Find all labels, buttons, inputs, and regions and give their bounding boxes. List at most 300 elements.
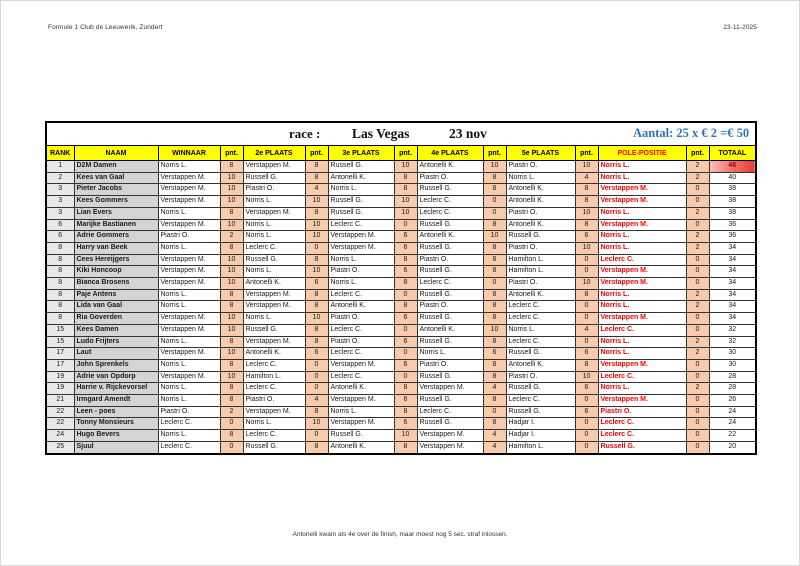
points-cell: 10 <box>220 172 243 184</box>
points-cell: 10 <box>220 254 243 266</box>
points-cell: 0 <box>686 313 709 325</box>
print-date: 23-11-2025 <box>723 24 757 31</box>
total-cell: 32 <box>709 324 756 336</box>
pick-winner-cell: Leclerc C. <box>158 441 220 453</box>
pick-4th-cell: Russell G. <box>417 219 483 231</box>
total-cell: 34 <box>709 313 756 325</box>
pick-2nd-cell: Hamilton L. <box>243 371 305 383</box>
rank-cell: 8 <box>46 278 74 290</box>
pick-2nd-cell: Piastri O. <box>243 184 305 196</box>
pick-5th-cell: Norris L. <box>506 324 575 336</box>
column-header-3e-plaats: 3e PLAATS <box>328 146 394 161</box>
column-header-row <box>46 146 756 161</box>
pick-5th-cell: Antonelli K. <box>506 184 575 196</box>
pick-winner-cell: Piastri O. <box>158 231 220 243</box>
name-cell: Harry van Beek <box>74 242 158 254</box>
rank-cell: 22 <box>46 406 74 418</box>
points-cell: 0 <box>686 441 709 453</box>
points-cell: 0 <box>305 359 328 371</box>
name-cell: Kees Damen <box>74 324 158 336</box>
pick-2nd-cell: Piastri O. <box>243 395 305 407</box>
pick-3rd-cell: Russell G. <box>328 430 394 442</box>
pole-pick-cell: Verstappen M. <box>598 395 686 407</box>
points-cell: 0 <box>575 395 598 407</box>
total-cell: 24 <box>709 406 756 418</box>
points-cell: 8 <box>575 196 598 208</box>
points-cell: 0 <box>686 278 709 290</box>
pick-3rd-cell: Norris L. <box>328 254 394 266</box>
pick-winner-cell: Verstappen M. <box>158 266 220 278</box>
points-cell: 10 <box>575 242 598 254</box>
pole-pick-cell: Norris L. <box>598 207 686 219</box>
points-cell: 10 <box>394 196 417 208</box>
table-row <box>46 161 756 173</box>
points-cell: 10 <box>220 184 243 196</box>
pole-pick-cell: Leclerc C. <box>598 324 686 336</box>
pick-2nd-cell: Russell G. <box>243 254 305 266</box>
points-cell: 0 <box>575 254 598 266</box>
name-cell: Pieter Jacobs <box>74 184 158 196</box>
points-cell: 4 <box>305 395 328 407</box>
points-cell: 0 <box>483 196 506 208</box>
total-cell: 34 <box>709 301 756 313</box>
points-cell: 6 <box>575 406 598 418</box>
pick-5th-cell: Antonelli K. <box>506 219 575 231</box>
pick-3rd-cell: Leclerc C. <box>328 324 394 336</box>
pick-3rd-cell: Norris L. <box>328 184 394 196</box>
points-cell: 4 <box>483 441 506 453</box>
points-cell: 8 <box>220 301 243 313</box>
pick-5th-cell: Norris L. <box>506 172 575 184</box>
name-cell: Kees van Gaal <box>74 172 158 184</box>
points-cell: 8 <box>483 359 506 371</box>
pick-2nd-cell: Verstappen M. <box>243 406 305 418</box>
rank-cell: 6 <box>46 219 74 231</box>
race-label: race : <box>289 126 321 141</box>
points-cell: 8 <box>305 406 328 418</box>
total-cell: 22 <box>709 430 756 442</box>
points-cell: 8 <box>483 371 506 383</box>
points-cell: 0 <box>575 313 598 325</box>
name-cell: Ludo Frijters <box>74 336 158 348</box>
points-cell: 2 <box>686 172 709 184</box>
table-row <box>46 242 756 254</box>
pick-5th-cell: Piastri O. <box>506 207 575 219</box>
points-cell: 0 <box>305 242 328 254</box>
points-cell: 4 <box>305 184 328 196</box>
name-cell: John Sprenkels <box>74 359 158 371</box>
table-row <box>46 207 756 219</box>
points-cell: 0 <box>483 278 506 290</box>
pick-3rd-cell: Verstappen M. <box>328 242 394 254</box>
points-cell: 8 <box>483 313 506 325</box>
points-cell: 8 <box>575 359 598 371</box>
points-cell: 8 <box>575 289 598 301</box>
pick-5th-cell: Hamilton L. <box>506 266 575 278</box>
entry-fee-summary: Aantal: 25 x € 2 =€ 50 <box>632 126 750 140</box>
pick-winner-cell: Norris L. <box>158 336 220 348</box>
rank-cell: 22 <box>46 418 74 430</box>
name-cell: Adrie van Opdorp <box>74 371 158 383</box>
pick-4th-cell: Antonelli K. <box>417 161 483 173</box>
rank-cell: 8 <box>46 266 74 278</box>
points-cell: 8 <box>305 161 328 173</box>
points-cell: 10 <box>220 266 243 278</box>
pole-pick-cell: Russell G. <box>598 441 686 453</box>
pick-winner-cell: Verstappen M. <box>158 172 220 184</box>
pick-4th-cell: Norris L. <box>417 348 483 360</box>
total-cell: 30 <box>709 359 756 371</box>
name-cell: Ria Goverden <box>74 313 158 325</box>
pick-3rd-cell: Leclerc C. <box>328 219 394 231</box>
pick-2nd-cell: Norris L. <box>243 313 305 325</box>
points-cell: 2 <box>686 207 709 219</box>
points-cell: 10 <box>483 231 506 243</box>
pick-4th-cell: Piastri O. <box>417 359 483 371</box>
pick-2nd-cell: Verstappen M. <box>243 336 305 348</box>
race-name: Las Vegas <box>352 126 410 141</box>
pick-winner-cell: Norris L. <box>158 383 220 395</box>
pick-4th-cell: Russell G. <box>417 184 483 196</box>
table-row <box>46 359 756 371</box>
pick-2nd-cell: Leclerc C. <box>243 359 305 371</box>
pick-2nd-cell: Russell G. <box>243 172 305 184</box>
total-cell: 24 <box>709 418 756 430</box>
pick-5th-cell: Russell G. <box>506 406 575 418</box>
points-cell: 10 <box>305 313 328 325</box>
total-cell: 38 <box>709 184 756 196</box>
points-cell: 10 <box>305 196 328 208</box>
points-cell: 6 <box>575 231 598 243</box>
pole-pick-cell: Verstappen M. <box>598 196 686 208</box>
table-row <box>46 266 756 278</box>
pick-4th-cell: Leclerc C. <box>417 278 483 290</box>
points-cell: 8 <box>575 184 598 196</box>
pick-2nd-cell: Norris L. <box>243 266 305 278</box>
points-cell: 10 <box>305 231 328 243</box>
rank-cell: 25 <box>46 441 74 453</box>
points-cell: 4 <box>483 430 506 442</box>
title-row <box>46 122 756 146</box>
total-cell: 38 <box>709 207 756 219</box>
points-cell: 6 <box>394 231 417 243</box>
name-cell: Sjuul <box>74 441 158 453</box>
pick-winner-cell: Verstappen M. <box>158 184 220 196</box>
pole-pick-cell: Verstappen M. <box>598 313 686 325</box>
table-row <box>46 383 756 395</box>
points-cell: 6 <box>394 395 417 407</box>
points-cell: 8 <box>483 301 506 313</box>
points-cell: 10 <box>575 371 598 383</box>
pole-pick-cell: Norris L. <box>598 336 686 348</box>
points-cell: 0 <box>575 418 598 430</box>
column-header-pnt-: pnt. <box>575 146 598 161</box>
points-cell: 8 <box>220 359 243 371</box>
pick-winner-cell: Norris L. <box>158 359 220 371</box>
rank-cell: 17 <box>46 348 74 360</box>
pick-winner-cell: Piastri O. <box>158 406 220 418</box>
pole-pick-cell: Norris L. <box>598 172 686 184</box>
name-cell: Harrie v. Rijckevorsel <box>74 383 158 395</box>
column-header-totaal: TOTAAL <box>709 146 756 161</box>
column-header-pnt-: pnt. <box>394 146 417 161</box>
points-cell: 0 <box>575 430 598 442</box>
total-cell: 40 <box>709 172 756 184</box>
name-cell: Paje Antens <box>74 289 158 301</box>
table-row <box>46 184 756 196</box>
points-cell: 0 <box>686 406 709 418</box>
points-cell: 0 <box>686 395 709 407</box>
pick-winner-cell: Norris L. <box>158 395 220 407</box>
pick-3rd-cell: Verstappen M. <box>328 418 394 430</box>
points-cell: 8 <box>483 289 506 301</box>
table-row <box>46 395 756 407</box>
points-cell: 4 <box>575 172 598 184</box>
pick-4th-cell: Russell G. <box>417 395 483 407</box>
points-cell: 0 <box>686 254 709 266</box>
pole-pick-cell: Verstappen M. <box>598 278 686 290</box>
points-cell: 10 <box>483 161 506 173</box>
table-row <box>46 196 756 208</box>
points-cell: 0 <box>575 336 598 348</box>
table-row <box>46 324 756 336</box>
pick-2nd-cell: Leclerc C. <box>243 383 305 395</box>
pole-pick-cell: Norris L. <box>598 383 686 395</box>
pick-3rd-cell: Norris L. <box>328 278 394 290</box>
pick-5th-cell: Hadjar I. <box>506 418 575 430</box>
pick-3rd-cell: Piastri O. <box>328 336 394 348</box>
rank-cell: 21 <box>46 395 74 407</box>
pick-5th-cell: Hadjar I. <box>506 430 575 442</box>
pick-2nd-cell: Leclerc C. <box>243 430 305 442</box>
points-cell: 2 <box>686 231 709 243</box>
table-row <box>46 231 756 243</box>
pick-3rd-cell: Russell G. <box>328 161 394 173</box>
points-cell: 0 <box>394 348 417 360</box>
points-cell: 8 <box>305 207 328 219</box>
points-cell: 0 <box>686 196 709 208</box>
pick-2nd-cell: Russell G. <box>243 324 305 336</box>
points-cell: 2 <box>686 242 709 254</box>
pick-4th-cell: Antonelli K. <box>417 324 483 336</box>
pole-pick-cell: Leclerc C. <box>598 418 686 430</box>
name-cell: Irmgard Amendt <box>74 395 158 407</box>
points-cell: 10 <box>220 348 243 360</box>
points-cell: 0 <box>394 324 417 336</box>
pick-4th-cell: Russell G. <box>417 289 483 301</box>
table-row <box>46 406 756 418</box>
pick-3rd-cell: Antonelli K. <box>328 441 394 453</box>
points-cell: 10 <box>305 418 328 430</box>
points-cell: 0 <box>686 359 709 371</box>
points-cell: 8 <box>483 254 506 266</box>
points-cell: 8 <box>483 418 506 430</box>
column-header-4e-plaats: 4e PLAATS <box>417 146 483 161</box>
pick-3rd-cell: Leclerc C. <box>328 371 394 383</box>
name-cell: Bianca Brosens <box>74 278 158 290</box>
total-cell: 28 <box>709 371 756 383</box>
rank-cell: 17 <box>46 359 74 371</box>
rank-cell: 8 <box>46 289 74 301</box>
rank-cell: 19 <box>46 371 74 383</box>
pole-pick-cell: Verstappen M. <box>598 219 686 231</box>
pick-3rd-cell: Russell G. <box>328 196 394 208</box>
rank-cell: 3 <box>46 207 74 219</box>
points-cell: 0 <box>575 441 598 453</box>
points-cell: 8 <box>305 336 328 348</box>
pick-5th-cell: Russell G. <box>506 231 575 243</box>
points-cell: 6 <box>305 278 328 290</box>
table-row <box>46 348 756 360</box>
pick-winner-cell: Verstappen M. <box>158 278 220 290</box>
points-cell: 10 <box>394 430 417 442</box>
points-cell: 10 <box>575 161 598 173</box>
pick-winner-cell: Verstappen M. <box>158 196 220 208</box>
points-cell: 10 <box>220 371 243 383</box>
pick-4th-cell: Russell G. <box>417 418 483 430</box>
rank-cell: 3 <box>46 184 74 196</box>
race-results-table <box>45 121 757 455</box>
points-cell: 10 <box>483 324 506 336</box>
points-cell: 8 <box>483 336 506 348</box>
pick-3rd-cell: Verstappen M. <box>328 359 394 371</box>
pick-winner-cell: Verstappen M. <box>158 313 220 325</box>
column-header-winnaar: WINNAAR <box>158 146 220 161</box>
total-cell: 30 <box>709 348 756 360</box>
points-cell: 10 <box>220 313 243 325</box>
pick-winner-cell: Verstappen M. <box>158 348 220 360</box>
pole-pick-cell: Norris L. <box>598 231 686 243</box>
pick-4th-cell: Russell G. <box>417 371 483 383</box>
rank-cell: 6 <box>46 231 74 243</box>
points-cell: 10 <box>575 278 598 290</box>
points-cell: 0 <box>575 301 598 313</box>
table-row <box>46 336 756 348</box>
total-cell: 34 <box>709 242 756 254</box>
table-row <box>46 219 756 231</box>
points-cell: 8 <box>394 383 417 395</box>
points-cell: 6 <box>305 348 328 360</box>
points-cell: 8 <box>483 219 506 231</box>
pole-pick-cell: Norris L. <box>598 348 686 360</box>
pick-4th-cell: Leclerc C. <box>417 196 483 208</box>
total-cell: 32 <box>709 336 756 348</box>
pick-winner-cell: Norris L. <box>158 207 220 219</box>
column-header-2e-plaats: 2e PLAATS <box>243 146 305 161</box>
pole-pick-cell: Leclerc C. <box>598 254 686 266</box>
points-cell: 8 <box>394 254 417 266</box>
pick-4th-cell: Russell G. <box>417 336 483 348</box>
pick-winner-cell: Norris L. <box>158 161 220 173</box>
pick-winner-cell: Leclerc C. <box>158 418 220 430</box>
rank-cell: 19 <box>46 383 74 395</box>
points-cell: 8 <box>220 336 243 348</box>
points-cell: 2 <box>686 348 709 360</box>
pick-4th-cell: Antonelli K. <box>417 231 483 243</box>
points-cell: 10 <box>220 324 243 336</box>
pick-5th-cell: Antonelli K. <box>506 289 575 301</box>
points-cell: 8 <box>305 441 328 453</box>
rank-cell: 2 <box>46 172 74 184</box>
points-cell: 6 <box>394 266 417 278</box>
pick-2nd-cell: Russell G. <box>243 441 305 453</box>
points-cell: 8 <box>483 266 506 278</box>
points-cell: 2 <box>220 406 243 418</box>
pick-5th-cell: Antonelli K. <box>506 196 575 208</box>
points-cell: 10 <box>220 196 243 208</box>
points-cell: 6 <box>394 242 417 254</box>
pick-5th-cell: Piastri O. <box>506 242 575 254</box>
total-cell: 34 <box>709 289 756 301</box>
pole-pick-cell: Verstappen M. <box>598 266 686 278</box>
points-cell: 0 <box>686 371 709 383</box>
pick-5th-cell: Piastri O. <box>506 278 575 290</box>
table-row <box>46 172 756 184</box>
pick-5th-cell: Hamilton L. <box>506 441 575 453</box>
points-cell: 0 <box>220 441 243 453</box>
pick-2nd-cell: Verstappen M. <box>243 289 305 301</box>
table-row <box>46 371 756 383</box>
pick-winner-cell: Norris L. <box>158 289 220 301</box>
name-cell: Leen - poes <box>74 406 158 418</box>
points-cell: 8 <box>305 324 328 336</box>
rank-cell: 1 <box>46 161 74 173</box>
points-cell: 0 <box>483 406 506 418</box>
pole-pick-cell: Leclerc C. <box>598 371 686 383</box>
table-row <box>46 313 756 325</box>
points-cell: 2 <box>686 383 709 395</box>
pick-4th-cell: Russell G. <box>417 242 483 254</box>
points-cell: 8 <box>483 242 506 254</box>
points-cell: 10 <box>305 219 328 231</box>
points-cell: 8 <box>220 395 243 407</box>
table-row <box>46 418 756 430</box>
total-cell: 34 <box>709 278 756 290</box>
points-cell: 0 <box>686 184 709 196</box>
pick-2nd-cell: Antonelli K. <box>243 278 305 290</box>
pick-5th-cell: Hamilton L. <box>506 254 575 266</box>
points-cell: 8 <box>305 289 328 301</box>
points-cell: 8 <box>220 383 243 395</box>
column-header-rank: RANK <box>46 146 74 161</box>
rank-cell: 15 <box>46 336 74 348</box>
pick-4th-cell: Verstappen M. <box>417 383 483 395</box>
pick-5th-cell: Russell G. <box>506 383 575 395</box>
points-cell: 0 <box>394 289 417 301</box>
page-header <box>48 24 757 31</box>
pick-2nd-cell: Verstappen M. <box>243 161 305 173</box>
rank-cell: 24 <box>46 430 74 442</box>
pick-4th-cell: Russell G. <box>417 266 483 278</box>
points-cell: 6 <box>575 383 598 395</box>
pick-3rd-cell: Antonelli K. <box>328 172 394 184</box>
points-cell: 8 <box>220 242 243 254</box>
title-cell <box>46 122 756 146</box>
points-cell: 10 <box>575 207 598 219</box>
pole-pick-cell: Piastri O. <box>598 406 686 418</box>
pick-4th-cell: Russell G. <box>417 313 483 325</box>
pick-5th-cell: Leclerc C. <box>506 336 575 348</box>
table-row <box>46 289 756 301</box>
pick-5th-cell: Leclerc C. <box>506 301 575 313</box>
rank-cell: 8 <box>46 242 74 254</box>
race-date: 23 nov <box>449 126 487 141</box>
total-cell: 34 <box>709 254 756 266</box>
table-row <box>46 278 756 290</box>
pick-winner-cell: Verstappen M. <box>158 219 220 231</box>
pick-2nd-cell: Norris L. <box>243 196 305 208</box>
footnote: Antonelli kwam als 4e over de finish, maar moest nog 5 sec. straf inlossen. <box>292 531 508 538</box>
